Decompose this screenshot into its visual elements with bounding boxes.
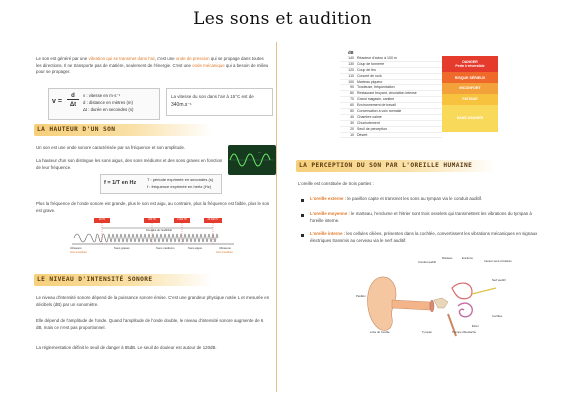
bullet-text: le marteau, l'enclume et l'étrier sont trois osselets qui transmettent les vibrations du tympan à l'oreille interne. (310, 211, 532, 223)
db-source-label: Marteau piqueur (357, 79, 383, 84)
risk-zone (442, 72, 498, 83)
section-header-text: LA PERCEPTION DU SON PAR L'OREILLE HUMAINE (299, 162, 473, 169)
section-header-intensite (34, 274, 212, 286)
formula-def: v : vitesse en m·s⁻¹ (83, 93, 121, 98)
db-source-label: Désert (357, 132, 368, 137)
ear-label: Lobe de l'oreille (370, 330, 390, 334)
db-source-label: Chuchotement (357, 120, 380, 125)
zone-label: Infrasons (70, 246, 82, 250)
tick-label: 2 000 Hz (177, 218, 187, 222)
ear-label: Pavillon (356, 294, 366, 298)
db-value: 30 (350, 120, 354, 125)
db-value: 90 (350, 85, 354, 90)
db-row (340, 133, 442, 139)
intensite-paragraph-2: Elle dépend de l'amplitude de l'onde. Quand l'amplitude de l'onde double, le niveau d'intensité sonore augmente de 6 dB, mais ce n'est pas proportionnel. (36, 318, 264, 330)
intro-highlight: onde de pression (175, 56, 210, 61)
risk-zone-label: RISQUE SÉRIEUX (454, 75, 486, 80)
db-value: 70 (350, 97, 354, 102)
ear-label: Canaux semi-circulaires (484, 260, 512, 263)
zone-label: Sons aigus (188, 246, 202, 250)
db-source-label: Grand magasin, cantine (357, 97, 395, 102)
intro-paragraph (36, 56, 270, 76)
audibility-spectrum (64, 216, 244, 256)
formula-definitions (83, 92, 133, 113)
risk-zone-label: DANGER (462, 60, 478, 65)
zone-label: Sons médiums (156, 246, 175, 250)
bullet-icon (301, 199, 304, 202)
tick-label: 20 Hz (98, 218, 106, 222)
db-unit-label: dB (348, 50, 354, 55)
db-source-label: Restaurant bruyant, circulation intense (357, 91, 417, 96)
risk-zone-sublabel: Perte irréversible (455, 64, 485, 69)
db-value: 40 (350, 114, 354, 119)
ear-diagram-svg (356, 258, 526, 348)
db-source-label: Réacteur d'avion à 100 m (357, 56, 397, 60)
ear-label: Trompe d'Eustache (452, 330, 477, 334)
formula-numerator: d (67, 93, 79, 100)
db-value: 140 (348, 56, 354, 60)
sine-wave-icon (228, 145, 276, 175)
perception-bullet-1 (310, 196, 542, 203)
db-value: 80 (350, 91, 354, 96)
bullet-text: le pavillon capte et transmet les sons au tympan via le conduit auditif. (346, 196, 483, 201)
ear-label: Marteau (442, 256, 453, 260)
formula-lhs: v = (52, 98, 62, 105)
risk-zone-label: FATIGUE (462, 97, 478, 102)
bullet-icon (301, 234, 304, 237)
intro-highlight: onde mécanique (192, 62, 225, 68)
db-source-label: Coup de feu (357, 67, 377, 72)
intro-text: , c'est une (154, 56, 176, 61)
db-value: 120 (348, 67, 354, 72)
db-value: 50 (350, 109, 354, 114)
speed-note-text: La vitesse du son dans l'air à 15°C est de (171, 94, 254, 99)
db-source-label: Coup de tonnerre (357, 61, 385, 66)
ear-label: Étrier (472, 324, 479, 328)
wave-thumbnail (228, 145, 276, 175)
velocity-formula-box (48, 88, 160, 120)
section-header-hauteur (34, 124, 212, 136)
page-title: Les sons et audition (193, 9, 372, 29)
bullet-heading: L'oreille moyenne : (310, 211, 350, 216)
bullet-icon (301, 214, 304, 217)
formula-def: d : distance en mètres (m) (83, 100, 133, 105)
section-header-perception (296, 160, 496, 172)
ear-label: Enclume (462, 256, 473, 260)
db-risk-zones (442, 56, 498, 132)
db-value: 100 (348, 79, 354, 84)
frequency-formula-box (100, 174, 222, 194)
db-level-table (340, 56, 442, 138)
speed-note-value: 340m.s⁻¹ (171, 102, 192, 108)
ear-anatomy-diagram (356, 258, 526, 348)
intro-text: qui se propage dans toutes les directions. Il ne transporte pas de matière, seulement de l'énergie. C'est une (36, 56, 264, 68)
perception-bullet-3 (310, 231, 542, 244)
tick-label: 20 000 Hz (207, 218, 219, 222)
section-header-text: LE NIVEAU D'INTENSITÉ SONORE (37, 276, 153, 283)
bullet-heading: L'oreille externe : (310, 196, 347, 201)
ear-label: Cochlée (492, 314, 503, 318)
section-header-text: LA HAUTEUR D'UN SON (37, 126, 116, 133)
frequency-def: T : période exprimée en secondes (s) (147, 177, 214, 182)
tick-label: 200 Hz (148, 218, 156, 222)
zone-label: Ultrasons (219, 246, 231, 250)
spectrum-diagram (64, 216, 244, 256)
frequency-def: f : fréquence exprimée en hertz (Hz) (147, 183, 212, 189)
db-source-label: Seuil de perception (357, 126, 387, 131)
risk-zone (442, 105, 498, 132)
inaudible-label: Sons inaudibles (216, 251, 233, 254)
formula-def: Δt : durée en secondes (s) (83, 107, 134, 112)
risk-zone (442, 83, 498, 94)
speed-note-box (166, 88, 273, 116)
intro-text: besoin de milieu pour se propager. (36, 62, 269, 75)
svg-text:—: — (258, 150, 261, 154)
db-value: 110 (348, 73, 354, 78)
hauteur-paragraph-2: La hauteur d'un son distingue les sons aigus, des sons médiums et des sons graves en fonction de leur fréquence. (36, 158, 223, 170)
risk-zone-label: INCONFORT (459, 86, 481, 91)
hauteur-paragraph-3: Plus la fréquence de l'onde sonore est grande, plus le son est aigu, au contraire, plus la fréquence est faible, plus le son est grave. (36, 201, 270, 213)
db-value: 20 (350, 126, 354, 131)
intro-text: Le son est généré par une (36, 56, 89, 61)
intro-text: qui a (224, 62, 237, 68)
db-value: 60 (350, 103, 354, 108)
db-source-label: Chambre calme (357, 114, 382, 119)
risk-zone-label: SANS DANGER (456, 116, 484, 121)
bullet-text: les cellules ciliées, présentes dans la cochlée, convertissent les vibrations mécaniques en signaux électriques transmis au cerveau via le nerf auditif. (310, 231, 538, 243)
intensite-paragraph-1: Le niveau d'intensité sonore dépend de la puissance sonore émise. C'est une grandeur physique notée L et mesurée en décibels (dB) par un sonomètre. (36, 295, 270, 307)
perception-bullet-2 (310, 211, 542, 224)
bullet-heading: L'oreille interne : (310, 231, 346, 236)
db-source-label: Conversation à voix normale (357, 109, 402, 114)
risk-zone (442, 94, 498, 105)
ear-label: Nerf auditif (492, 278, 506, 282)
audibility-band-label: Domaine de l'audibilité (145, 229, 173, 232)
perception-intro: L'oreille est constituée de trois parties : (298, 181, 374, 186)
zone-label: Sons graves (114, 246, 130, 250)
db-source-label: Environnement de travail (357, 103, 396, 108)
column-divider (276, 42, 277, 392)
inaudible-label: Sons inaudibles (70, 251, 87, 254)
db-source-label: Concert de rock (357, 73, 382, 78)
intensite-paragraph-3: La réglementation définit le seuil de danger à 85dB. Le seuil de douleur est autour de 120dB. (36, 345, 217, 350)
ear-label: Conduit auditif (418, 260, 436, 264)
hauteur-paragraph-1: Un son est une onde sonore caractérisée par sa fréquence et son amplitude. (36, 145, 186, 150)
intro-highlight: vibration qui se transmet dans l'air (88, 56, 155, 61)
formula-denominator: Δt (69, 102, 77, 108)
db-source-label: Tondeuse, fréquentation (357, 85, 395, 90)
db-value: 10 (350, 132, 354, 137)
ear-label: Tympan (422, 330, 432, 334)
risk-zone (442, 56, 498, 72)
db-value: 130 (348, 61, 354, 66)
frequency-formula: f = 1/T en Hz (104, 180, 137, 186)
